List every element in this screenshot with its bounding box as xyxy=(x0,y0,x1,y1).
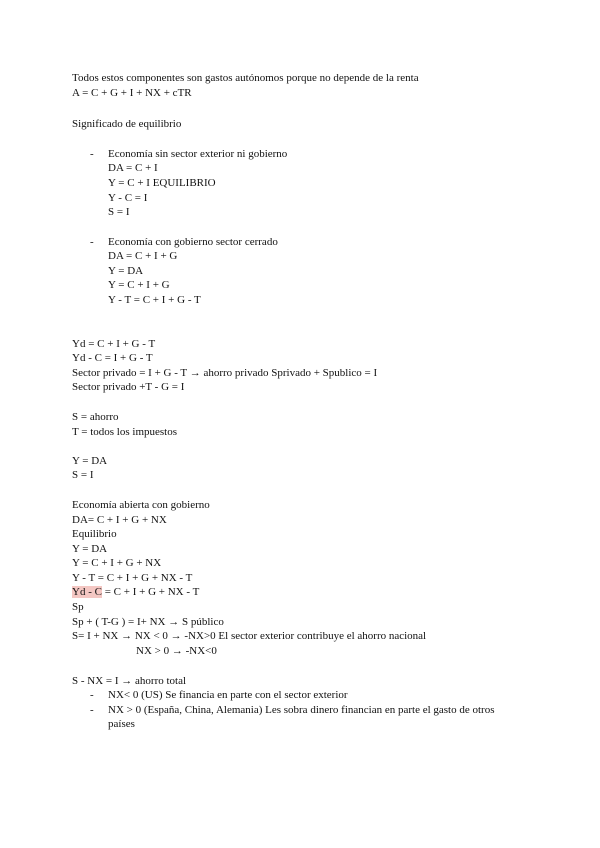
total-saving-item: NX< 0 (US) Se financia en parte con el sector exterior xyxy=(108,689,348,701)
disposable-line: Yd - C = I + G - T xyxy=(72,352,153,364)
case2-title: Economía con gobierno sector cerrado xyxy=(108,236,278,248)
total-saving-line: S - NX = I → ahorro total xyxy=(72,675,187,687)
disposable-line: Sector privado +T - G = I xyxy=(72,381,185,393)
intro-formula: A = C + G + I + NX + cTR xyxy=(72,87,192,99)
open-economy-y-sum: Y = C + I + G + NX xyxy=(72,557,162,569)
open-economy-y-minus-t: Y - T = C + I + G + NX - T xyxy=(72,572,193,584)
total-saving-bullet: - xyxy=(90,689,94,701)
definition-taxes: T = todos los impuestos xyxy=(72,426,178,438)
equilibrium-heading: Significado de equilibrio xyxy=(72,118,182,130)
open-economy-heading: Economía abierta con gobierno xyxy=(72,499,210,511)
open-economy-sp-label: Sp xyxy=(72,601,84,613)
equality-line: Y = DA xyxy=(72,455,108,467)
case1-line: Y = C + I EQUILIBRIO xyxy=(108,177,216,189)
open-economy-s-line: S= I + NX → NX < 0 → -NX>0 El sector exterior contribuye el ahorro nacional xyxy=(72,630,427,642)
total-saving-bullet: - xyxy=(90,704,94,716)
case2-line: Y - T = C + I + G - T xyxy=(108,294,201,306)
case2-bullet: - xyxy=(90,236,94,248)
case1-bullet: - xyxy=(90,148,94,160)
open-economy-sp-line: Sp + ( T-G ) = I+ NX → S público xyxy=(72,616,224,628)
disposable-line: Yd = C + I + G - T xyxy=(72,338,156,350)
open-economy-equilibrium-label: Equilibrio xyxy=(72,528,117,540)
disposable-line: Sector privado = I + G - T → ahorro privado Sprivado + Spublico = I xyxy=(72,367,378,379)
case1-line: Y - C = I xyxy=(108,192,148,204)
case1-title: Economía sin sector exterior ni gobierno xyxy=(108,148,288,160)
case1-line: DA = C + I xyxy=(108,162,158,174)
intro-line-autonomous: Todos estos componentes son gastos autónomos porque no depende de la renta xyxy=(72,72,419,84)
open-economy-da: DA= C + I + G + NX xyxy=(72,514,167,526)
definition-saving: S = ahorro xyxy=(72,411,119,423)
yd-line-rest: = C + I + G + NX - T xyxy=(101,586,200,598)
highlighted-text: Yd - C xyxy=(72,586,102,598)
total-saving-item-continuation: países xyxy=(108,718,135,730)
total-saving-item: NX > 0 (España, China, Alemania) Les sobra dinero financian en parte el gasto de otros xyxy=(108,704,495,716)
open-economy-y-da: Y = DA xyxy=(72,543,108,555)
case2-line: Y = C + I + G xyxy=(108,279,170,291)
case2-line: Y = DA xyxy=(108,265,144,277)
case1-line: S = I xyxy=(108,206,130,218)
equality-line: S = I xyxy=(72,469,94,481)
open-economy-yd-line xyxy=(72,585,199,599)
open-economy-nx-line: NX > 0 → -NX<0 xyxy=(136,645,217,657)
case2-line: DA = C + I + G xyxy=(108,250,178,262)
